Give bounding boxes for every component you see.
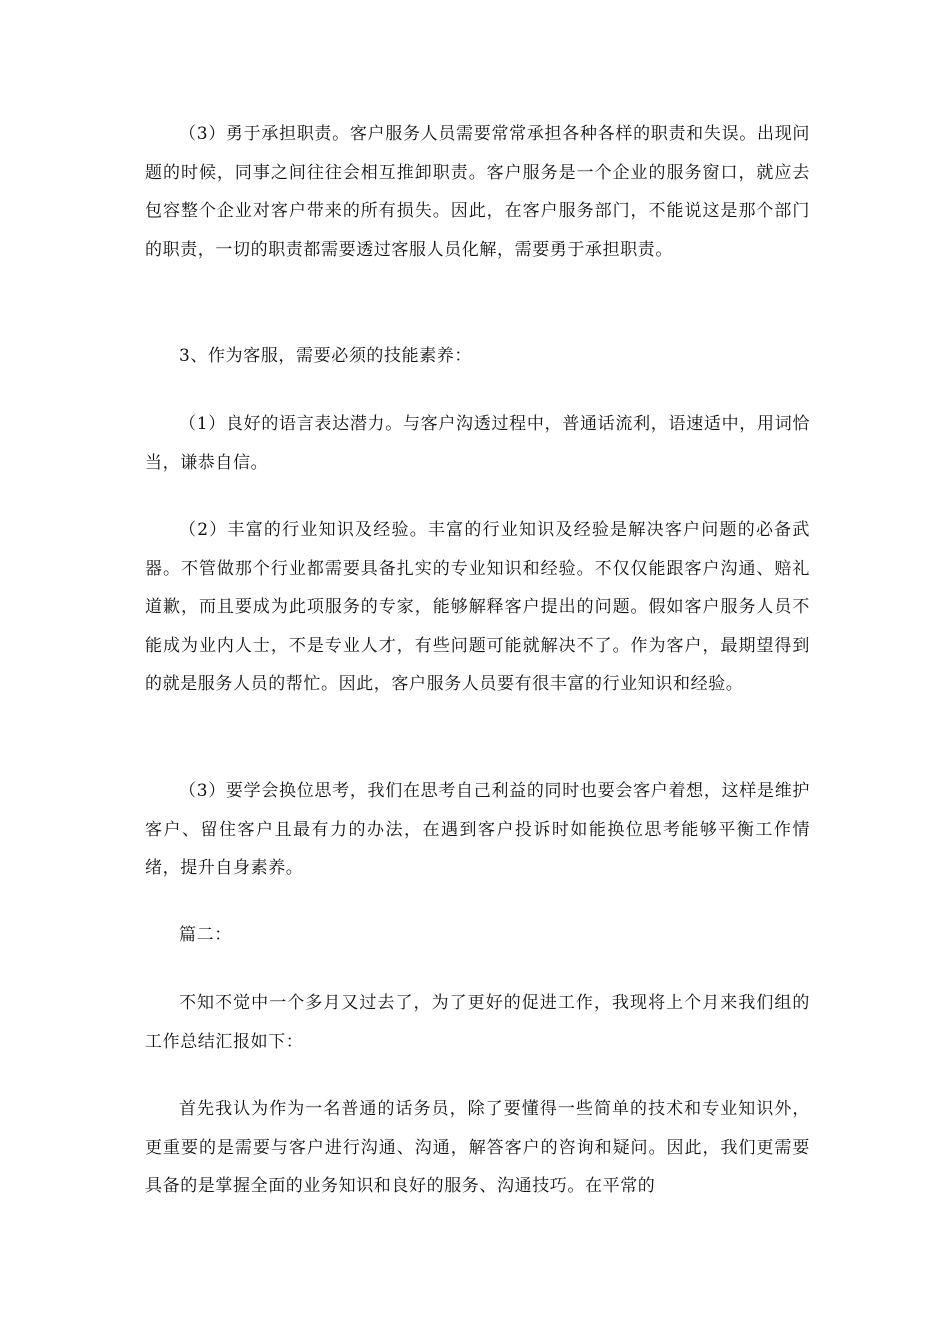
- section-heading-part-two: 篇二：: [179, 925, 232, 945]
- paragraph-industry-knowledge: （2）丰富的行业知识及经验。丰富的行业知识及经验是解决客户问题的必备武器。不管做那个行业都需要具备扎实的专业知识和经验。不仅仅能跟客户沟通、赔礼道歉，而且要成为此项服务的专家，能够解释客户提出的问题。假如客户服务人员不能成为业内人士，不是专业人才，有些问题可能就解决不了。作为客户，最期望得到的就是服务人员的帮忙。因此，客户服务人员要有很丰富的行业知识和经验。: [145, 520, 810, 694]
- paragraph-empathy: （3）要学会换位思考，我们在思考自己利益的同时也要会客户着想，这样是维护客户、留住客户且最有力的办法，在遇到客户投诉时如能换位思考能够平衡工作情绪，提升自身素养。: [145, 781, 810, 878]
- paragraph-responsibility: （3）勇于承担职责。客户服务人员需要常常承担各种各样的职责和失误。出现问题的时候，同事之间往往会相互推卸职责。客户服务是一个企业的服务窗口，就应去包容整个企业对客户带来的所有损失。因此，在客户服务部门，不能说这是那个部门的职责，一切的职责都需要透过客服人员化解，需要勇于承担职责。: [145, 124, 810, 260]
- paragraph-operator-role: 首先我认为作为一名普通的话务员，除了要懂得一些简单的技术和专业知识外，更重要的是需要与客户进行沟通、沟通，解答客户的咨询和疑问。因此，我们更需要具备的是掌握全面的业务知识和良好的服务、沟通技巧。在平常的: [145, 1099, 810, 1196]
- paragraph-language-skill: （1）良好的语言表达潜力。与客户沟透过程中，普通话流利，语速适中，用词恰当，谦恭自信。: [145, 414, 810, 473]
- paragraph-skills-heading: 3、作为客服，需要必须的技能素养：: [179, 346, 473, 366]
- paragraph-summary-intro: 不知不觉中一个多月又过去了，为了更好的促进工作，我现将上个月来我们组的工作总结汇报如下：: [145, 993, 810, 1052]
